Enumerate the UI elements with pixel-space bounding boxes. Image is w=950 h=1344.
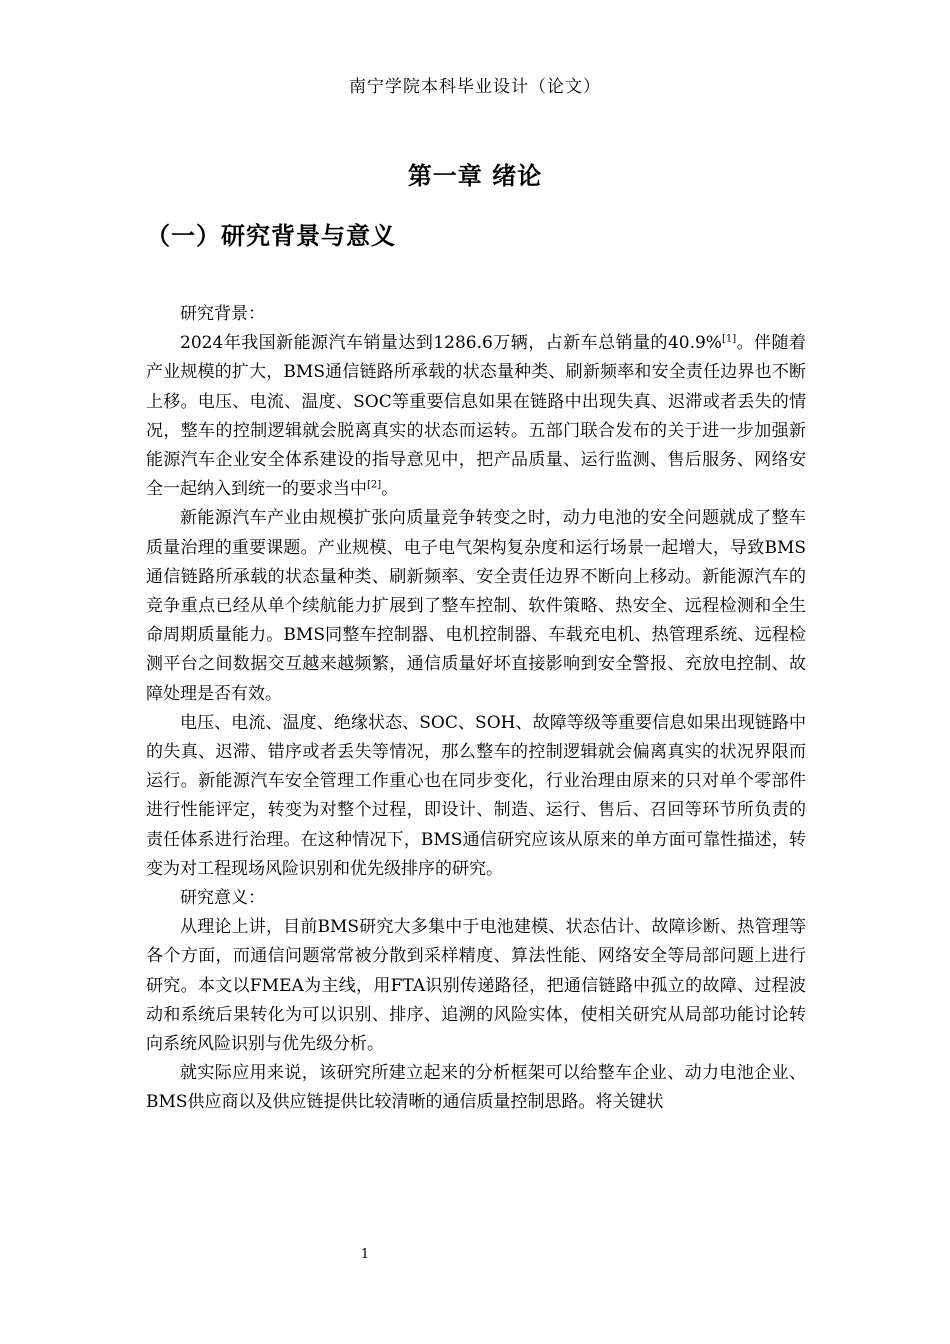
paragraph-text: 。伴随着产业规模的扩大，BMS通信链路所承载的状态量种类、刷新频率和安全责任边界也不断上移。电压、电流、温度、SOC等重要信息如果在链路中出现失真、迟滞或者丢失的情况，整车的控制逻辑就会脱离真实的状态而运转。五部门联合发布的关于进一步加强新能源汽车企业安全体系建设的指导意见中，把产品质量、运行监测、售后服务、网络安全一起纳入到统一的要求当中 bbox=[146, 333, 806, 500]
paragraph-theory: 从理论上讲，目前BMS研究大多集中于电池建模、状态估计、故障诊断、热管理等各个方面，而通信问题常常被分散到采样精度、算法性能、网络安全等局部问题上进行研究。本文以FMEA为主线，用FTA识别传递路径，把通信链路中孤立的故障、过程波动和系统后果转化为可以识别、排序、追溯的风险实体，使相关研究从局部功能讨论转向系统风险识别与优先级分析。 bbox=[146, 917, 806, 1055]
citation-2: [2] bbox=[367, 479, 382, 491]
section-title: （一）研究背景与意义 bbox=[146, 221, 396, 250]
paragraph-background-label: 研究背景： bbox=[180, 304, 265, 324]
citation-1: [1] bbox=[721, 333, 737, 345]
paragraph-sales-data bbox=[146, 329, 806, 504]
body-text bbox=[146, 300, 806, 1118]
chapter-title: 第一章 绪论 bbox=[407, 161, 543, 190]
paragraph-text: 2024年我国新能源汽车销量达到1286.6万辆，占新车总销量的40.9% bbox=[180, 333, 722, 354]
paragraph-significance-label: 研究意义： bbox=[180, 888, 265, 909]
paragraph-industry: 新能源汽车产业由规模扩张向质量竞争转变之时，动力电池的安全问题就成了整车质量治理的重要课题。产业规模、电子电气架构复杂度和运行场景一起增大，导致BMS通信链路所承载的状态量种类、刷新频率、安全责任边界不断向上移动。新能源汽车的竞争重点已经从单个续航能力扩展到了整车控制、软件策略、热安全、远程检测和全生命周期质量能力。BMS同整车控制器、电机控制器、车载充电机、热管理系统、远程检测平台之间数据交互越来越频繁，通信质量好坏直接影响到安全警报、充放电控制、故障处理是否有效。 bbox=[146, 508, 806, 704]
paragraph-signals: 电压、电流、温度、绝缘状态、SOC、SOH、故障等级等重要信息如果出现链路中的失真、迟滞、错序或者丢失等情况，那么整车的控制逻辑就会偏离真实的状况界限而运行。新能源汽车安全管理工作重心也在同步变化，行业治理由原来的只对单个零部件进行性能评定，转变为对整个过程，即设计、制造、运行、售后、召回等环节所负责的责任体系进行治理。在这种情况下，BMS通信研究应该从原来的单方面可靠性描述，转变为对工程现场风险识别和优先级排序的研究。 bbox=[146, 712, 806, 879]
paragraph-text: 。 bbox=[381, 479, 399, 500]
running-header: 南宁学院本科毕业设计（论文） bbox=[349, 77, 601, 97]
paragraph-practice: 就实际应用来说，该研究所建立起来的分析框架可以给整车企业、动力电池企业、BMS供应商以及供应链提供比较清晰的通信质量控制思路。将关键状 bbox=[146, 1063, 806, 1113]
page-number: 1 bbox=[360, 1247, 370, 1262]
